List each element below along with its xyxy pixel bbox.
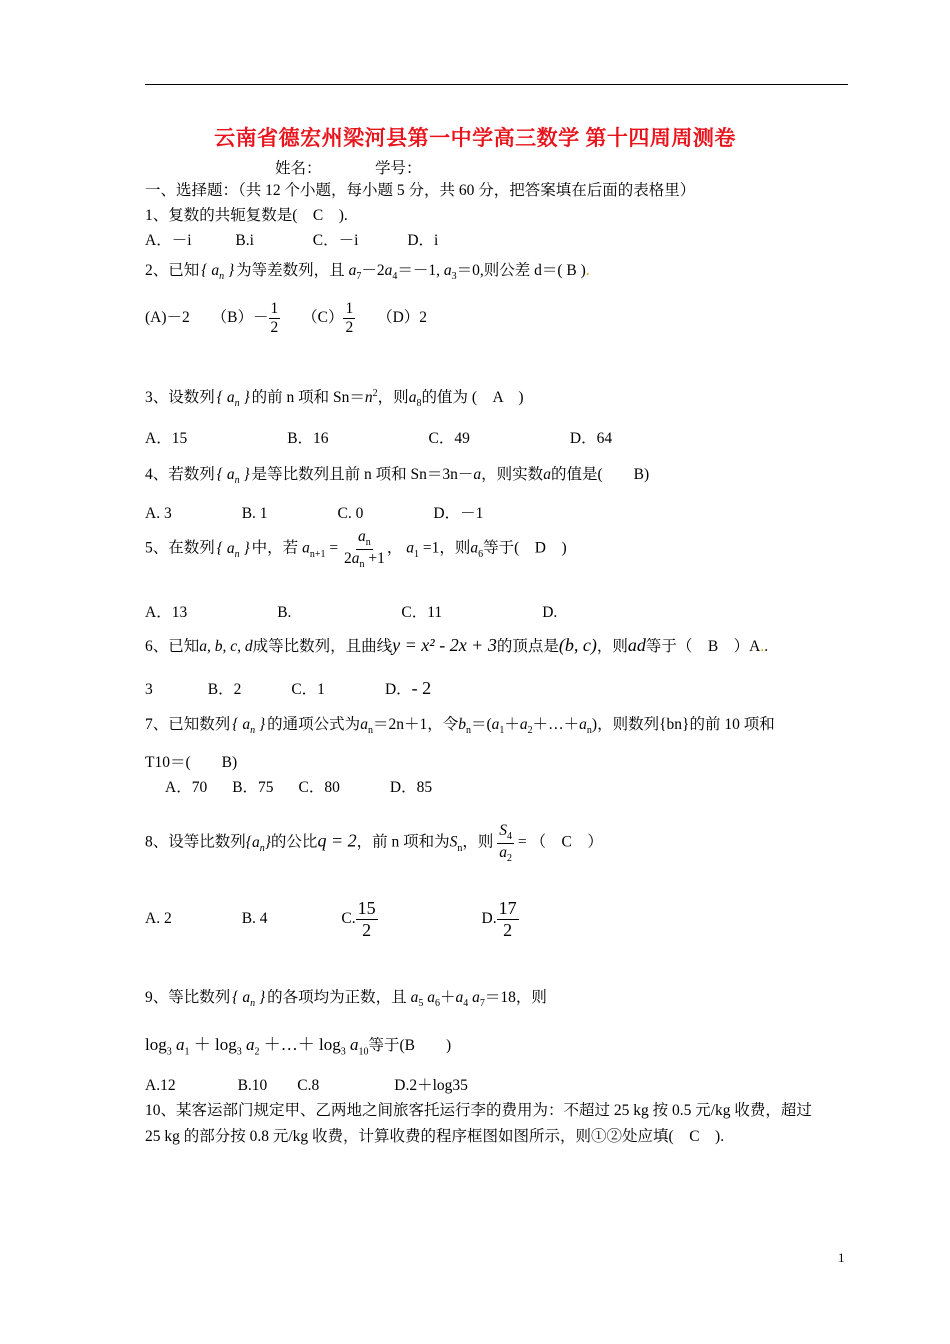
page-number: 1	[838, 1250, 845, 1265]
q9-text: 9、等比数列 { $a_n$ } 的各项均为正数，且 $a_5$ $a_6+a_4$ $a_7=18$，则	[145, 989, 547, 1010]
option: A．－i	[145, 232, 192, 249]
q6-options: 3 B．2 C．1 D．- 2	[145, 678, 432, 698]
q7-options: A．70 B．75 C．80 D．85	[165, 779, 433, 796]
q3-options: A．15 B．16 C．49 D．64	[145, 430, 613, 447]
q5-options: A．13 B. C．11 D.	[145, 604, 558, 621]
q9-options: A.12 B.10 C.8 D.2＋log35	[145, 1077, 468, 1094]
q1-text: 1、复数的共轭复数是( C ).	[145, 207, 348, 224]
option: D．i	[407, 232, 439, 249]
q8-text: 8、设等比数列$\{a_n\}$的公比q = 2，前 n 项和为$S_n$，则 $\frac{S_4}{a_2}$ = （ C ）	[145, 822, 603, 864]
fraction: $\frac{S_4}{a_2}$	[499, 822, 512, 864]
q10-line2: 25 kg 的部分按 0.8 元/kg 收费，计算收费的程序框图如图所示，则①②处应填( C ).	[145, 1128, 725, 1145]
q7-line2: T10＝( B)	[145, 754, 238, 771]
q10-line1: 10、某客运部门规定甲、乙两地之间旅客托运行李的费用为：不超过 25 kg 按 0.5 元/kg 收费，超过	[145, 1102, 812, 1119]
q2-options: (A)－2 （B）－ $\frac{1}{2}$ （C） $\frac{1}{2}$ （D）2	[145, 300, 428, 336]
q6-text: 6、已知a, b, c, d成等比数列，且曲线y = x² - 2x + 3的顶点是(b, c)，则ad等于（ B ）A..	[145, 635, 769, 655]
header-rule	[145, 84, 848, 85]
q1-options	[145, 228, 438, 250]
q8-options: A. 2 B. 4 C. $\frac{15}{2}$ D. $\frac{17}{2}$	[145, 898, 517, 940]
id-label: 学号：	[375, 160, 422, 177]
fraction: $\frac{15}{2}$	[357, 898, 376, 940]
fraction: $\frac{1}{2}$	[270, 300, 279, 336]
section-heading: 一、选择题：（共 12 个小题，每小题 5 分，共 60 分，把答案填在后面的表格里）	[145, 182, 696, 199]
option: B.i	[235, 232, 254, 249]
sequence-symbol: { $a_n$ }	[201, 262, 235, 283]
q4-text: 4、若数列 { $a_n$ } 是等比数列且前 n 项和 Sn＝3n－a，则实数a的值是( B)	[145, 466, 650, 487]
q2-text: 2、已知 { $a_n$ } 为等差数列，且 $a_7-2a_4=-1$, $a_3=0$,则公差 d＝( B ).	[145, 262, 590, 283]
q7-text: 7、已知数列 { $a_n$ } 的通项公式为$a_n=2n+1$，令$b_n=(a_1+a_2+\dots+a_n)$，则数列{bn}的前 10 项和	[145, 716, 775, 737]
q9-log-line: $\log_3 a_1 + \log_3 a_2$ ＋…＋ $\log_3 a_{10}$等于(B )	[145, 1035, 452, 1058]
fraction: $\frac{1}{2}$	[345, 300, 354, 336]
q4-options: A. 3 B. 1 C. 0 D．－1	[145, 505, 484, 522]
name-label: 姓名：	[275, 160, 322, 177]
q5-text: 5、在数列 { $a_n$ } 中，若 $a_{n+1}$ = $\frac{a_n}{2a_n +1}$ ， $a_1 =1$，则$a_6$等于( D )	[145, 528, 567, 570]
option: C．－i	[312, 232, 359, 249]
q3-text: 3、设数列 { $a_n$ } 的前 n 项和 $Sn=n^2$，则$a_8$的值为 ( A )	[145, 387, 524, 410]
page-title: 云南省德宏州梁河县第一中学高三数学 第十四周周测卷	[214, 126, 736, 150]
fraction: $\frac{a_n}{2a_n +1}$	[343, 528, 385, 570]
fraction: $\frac{17}{2}$	[498, 898, 517, 940]
